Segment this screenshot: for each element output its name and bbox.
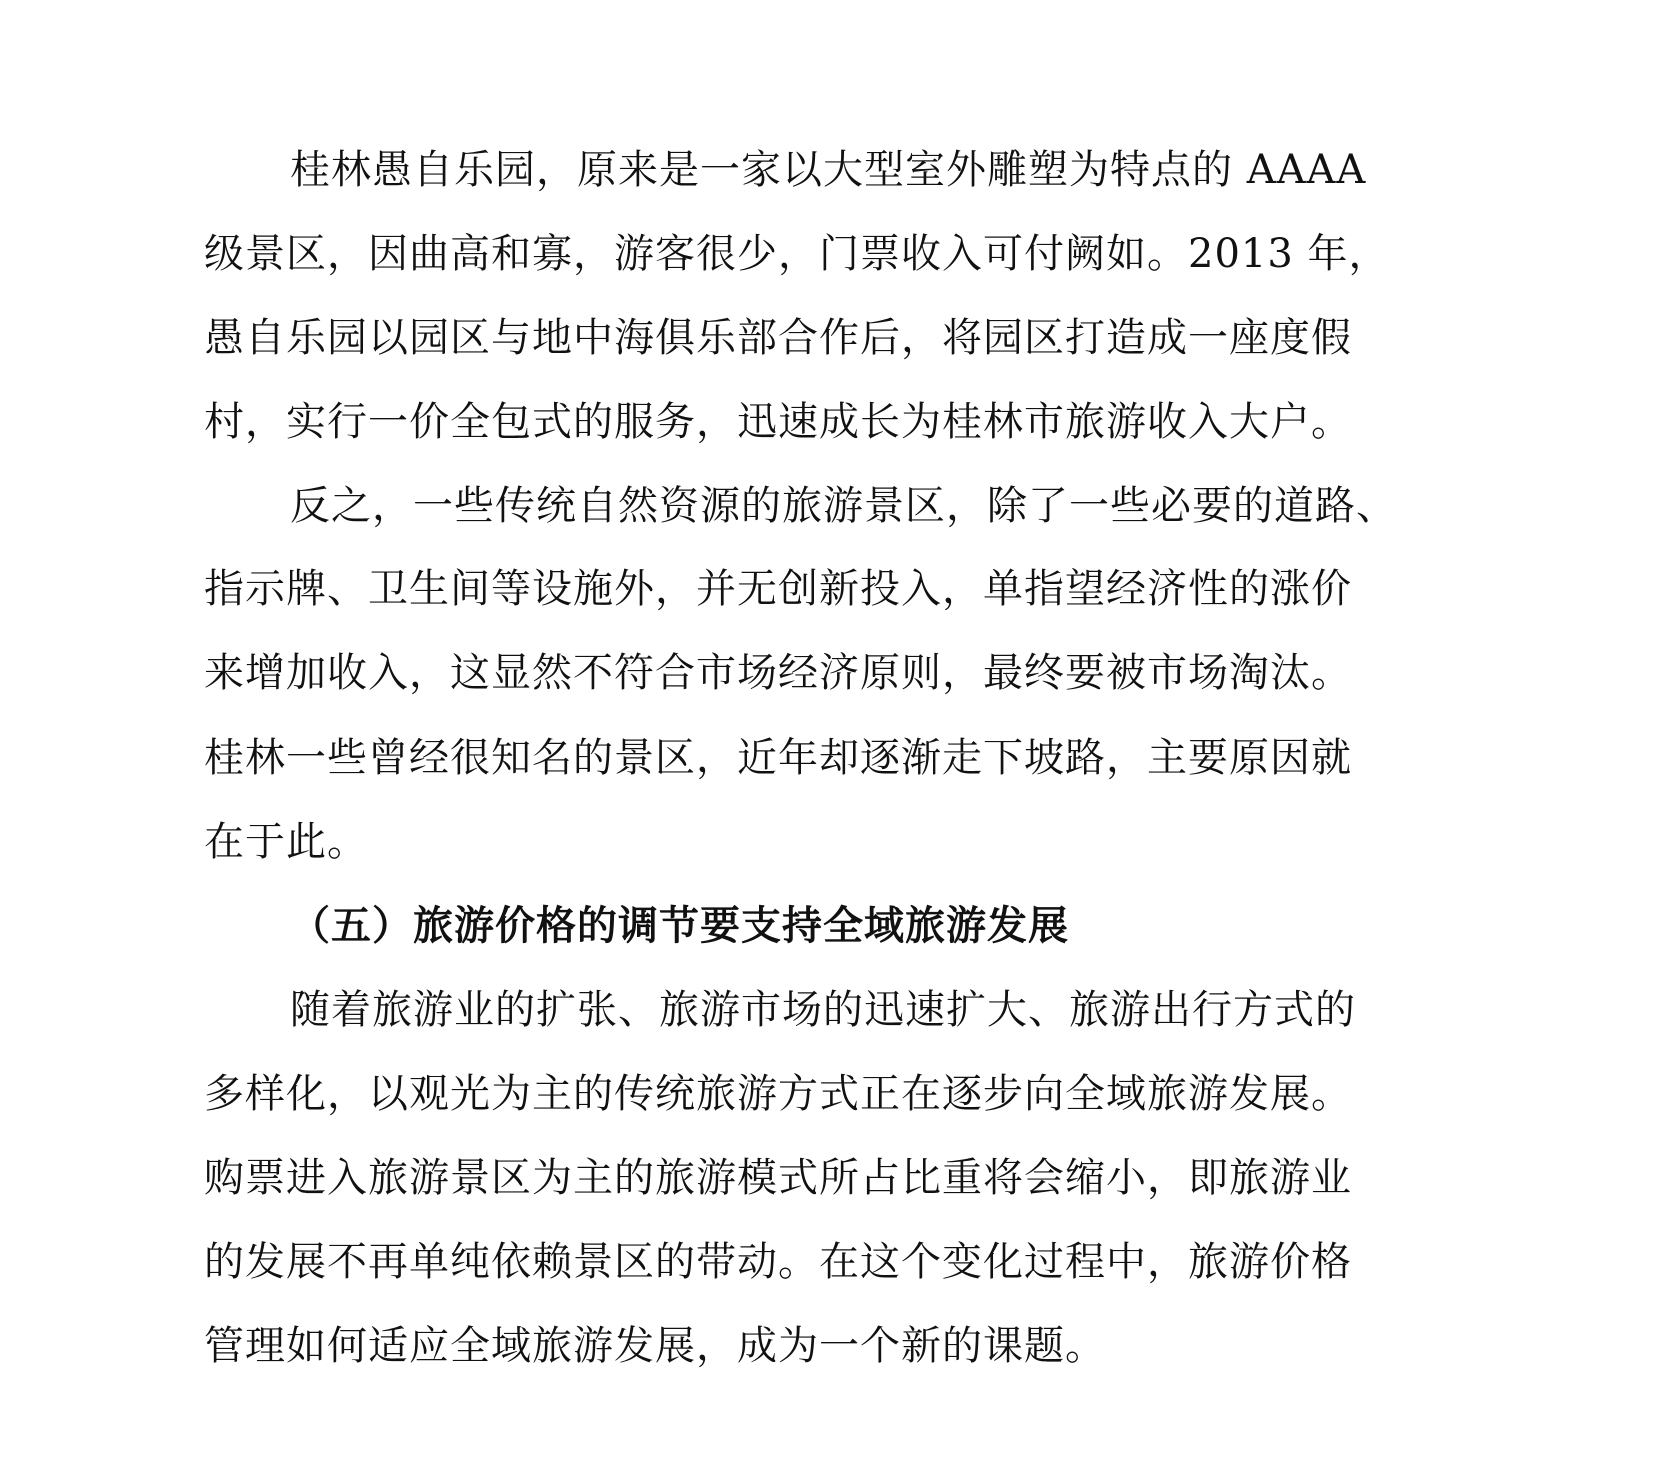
paragraph-1-line-2: 级景区，因曲高和寡，游客很少，门票收入可付阙如。2013 年， — [204, 231, 1390, 277]
section-heading: （五）旅游价格的调节要支持全域旅游发展 — [290, 903, 1069, 949]
paragraph-3-line-3: 购票进入旅游景区为主的旅游模式所占比重将会缩小，即旅游业 — [204, 1155, 1352, 1201]
paragraph-3-line-2: 多样化，以观光为主的传统旅游方式正在逐步向全域旅游发展。 — [204, 1071, 1352, 1117]
paragraph-2-line-1: 反之，一些传统自然资源的旅游景区，除了一些必要的道路、 — [290, 483, 1397, 529]
paragraph-1-line-3: 愚自乐园以园区与地中海俱乐部合作后，将园区打造成一座度假 — [204, 315, 1352, 361]
paragraph-1-line-1: 桂林愚自乐园，原来是一家以大型室外雕塑为特点的 AAAA — [290, 147, 1367, 193]
paragraph-2-line-4: 桂林一些曾经很知名的景区，近年却逐渐走下坡路，主要原因就 — [204, 735, 1352, 781]
paragraph-2-line-3: 来增加收入，这显然不符合市场经济原则，最终要被市场淘汰。 — [204, 650, 1352, 696]
paragraph-3-line-1: 随着旅游业的扩张、旅游市场的迅速扩大、旅游出行方式的 — [290, 987, 1356, 1033]
paragraph-2-line-2: 指示牌、卫生间等设施外，并无创新投入，单指望经济性的涨价 — [204, 566, 1352, 612]
paragraph-1-line-4: 村，实行一价全包式的服务，迅速成长为桂林市旅游收入大户。 — [204, 399, 1352, 445]
paragraph-2-line-5: 在于此。 — [204, 819, 368, 865]
paragraph-3-line-5: 管理如何适应全域旅游发展，成为一个新的课题。 — [204, 1323, 1106, 1369]
paragraph-3-line-4: 的发展不再单纯依赖景区的带动。在这个变化过程中，旅游价格 — [204, 1239, 1352, 1285]
